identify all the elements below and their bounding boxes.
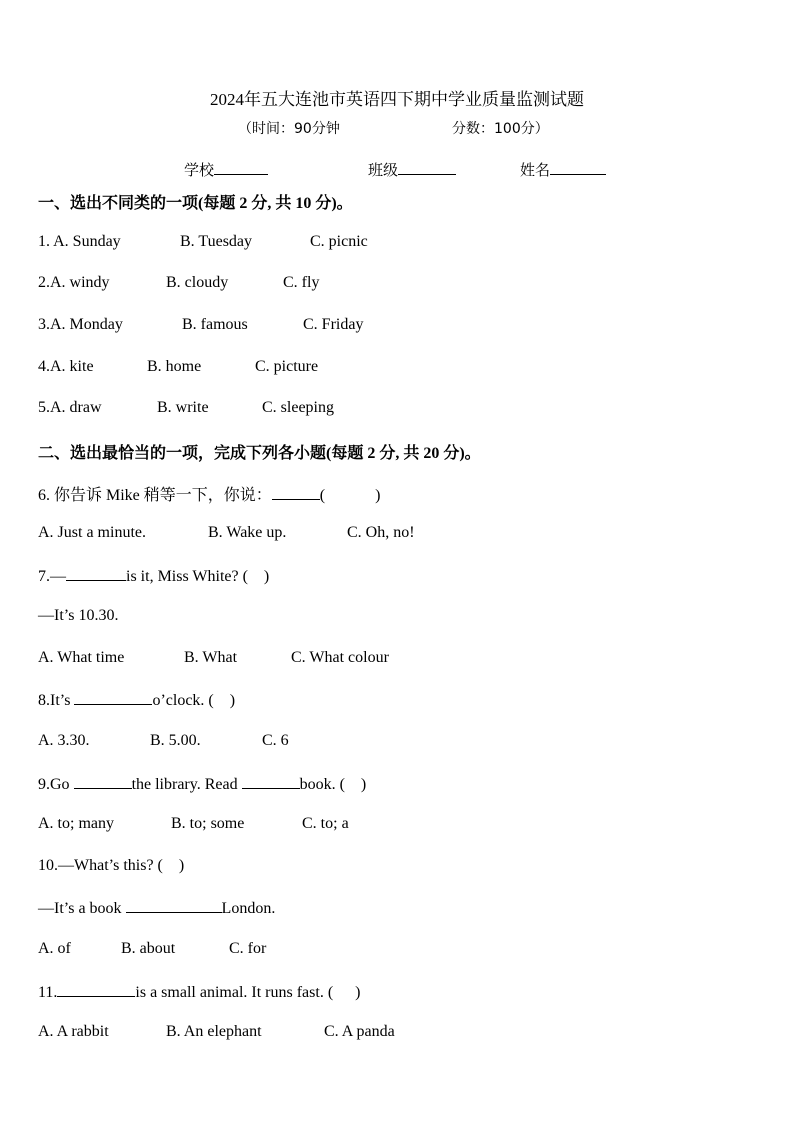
q2-c[interactable]: C. fly: [283, 274, 320, 291]
q6-a[interactable]: A. Just a minute.: [38, 524, 146, 541]
q6-stem: 6. 你告诉 Mike 稍等一下，你说： ( ): [38, 487, 381, 504]
q5-c[interactable]: C. sleeping: [262, 399, 334, 416]
q11-stem: 11. is a small animal. It runs fast. ( ): [38, 984, 361, 1001]
q2-b[interactable]: B. cloudy: [166, 274, 229, 291]
q10-b[interactable]: B. about: [121, 940, 176, 957]
q5-a[interactable]: 5.A. draw: [38, 399, 102, 416]
q1-b[interactable]: B. Tuesday: [180, 233, 253, 250]
q9-a[interactable]: A. to; many: [38, 815, 114, 832]
q9-b[interactable]: B. to; some: [171, 815, 245, 832]
q8-c[interactable]: C. 6: [262, 732, 289, 749]
exam-time: （时间：90分钟: [238, 121, 340, 137]
q1-c[interactable]: C. picnic: [310, 233, 368, 250]
exam-score: 分数：100分）: [452, 121, 549, 137]
q8-stem: 8.It’s o’clock. ( ): [38, 692, 236, 709]
class-label: 班级: [368, 163, 399, 179]
q4-a[interactable]: 4.A. kite: [38, 358, 94, 375]
q1-a[interactable]: 1. A. Sunday: [38, 233, 121, 250]
q7-stem: 7.— is it, Miss White? ( ): [38, 568, 270, 585]
school-label: 学校: [184, 163, 215, 179]
q2-a[interactable]: 2.A. windy: [38, 274, 110, 291]
q6-blank[interactable]: [272, 485, 320, 500]
q6-c[interactable]: C. Oh, no!: [347, 524, 415, 541]
q11-blank[interactable]: [57, 982, 135, 997]
class-field: [368, 159, 456, 180]
class-blank[interactable]: [398, 160, 456, 175]
q11-c[interactable]: C. A panda: [324, 1023, 395, 1040]
q10-a[interactable]: A. of: [38, 940, 71, 957]
q7-blank[interactable]: [66, 566, 126, 581]
name-field: [520, 159, 606, 180]
name-blank[interactable]: [550, 160, 606, 175]
q10-stem: 10.—What’s this? ( ): [38, 857, 185, 874]
q10-answer: —It’s a book London.: [38, 900, 276, 917]
q9-blank-2[interactable]: [242, 774, 300, 789]
q9-stem: 9.Go the library. Read book. ( ): [38, 776, 367, 793]
q3-a[interactable]: 3.A. Monday: [38, 316, 123, 333]
q7-a[interactable]: A. What time: [38, 649, 125, 666]
section-2-heading: 二、选出最恰当的一项，完成下列各小题(每题 2 分, 共 20 分)。: [38, 445, 481, 462]
q4-c[interactable]: C. picture: [255, 358, 319, 375]
q6-b[interactable]: B. Wake up.: [208, 524, 287, 541]
q5-b[interactable]: B. write: [157, 399, 209, 416]
q9-blank-1[interactable]: [74, 774, 132, 789]
q7-answer: —It’s 10.30.: [38, 607, 119, 624]
q3-c[interactable]: C. Friday: [303, 316, 364, 333]
q7-c[interactable]: C. What colour: [291, 649, 389, 666]
page-title: 2024年五大连池市英语四下期中学业质量监测试题: [210, 90, 584, 109]
q11-b[interactable]: B. An elephant: [166, 1023, 262, 1040]
q4-b[interactable]: B. home: [147, 358, 202, 375]
q10-blank[interactable]: [126, 898, 222, 913]
q11-a[interactable]: A. A rabbit: [38, 1023, 109, 1040]
q7-b[interactable]: B. What: [184, 649, 238, 666]
q9-c[interactable]: C. to; a: [302, 815, 349, 832]
q8-b[interactable]: B. 5.00.: [150, 732, 201, 749]
school-blank[interactable]: [214, 160, 268, 175]
q8-a[interactable]: A. 3.30.: [38, 732, 90, 749]
school-field: [184, 159, 268, 180]
name-label: 姓名: [520, 163, 551, 179]
q10-c[interactable]: C. for: [229, 940, 267, 957]
section-1-heading: 一、选出不同类的一项(每题 2 分, 共 10 分)。: [38, 195, 353, 212]
q3-b[interactable]: B. famous: [182, 316, 248, 333]
q8-blank[interactable]: [74, 690, 152, 705]
